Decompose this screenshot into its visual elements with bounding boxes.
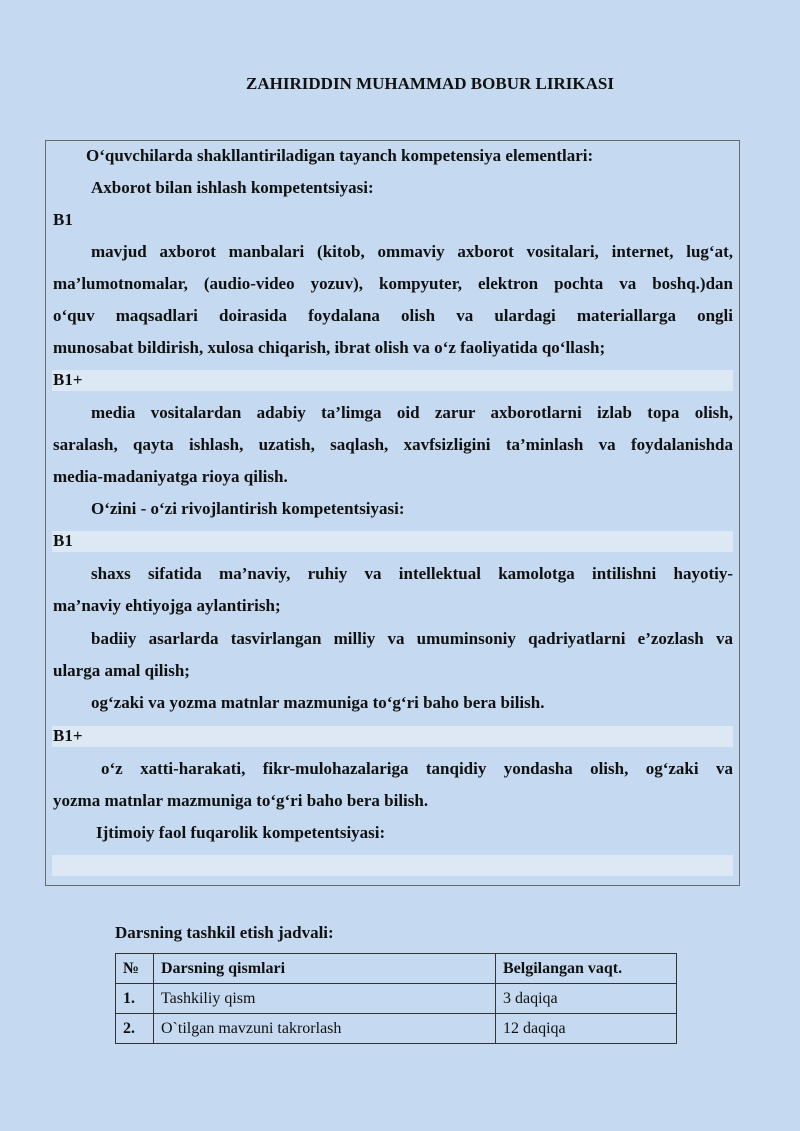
row-time: 12 daqiqa [496,1014,677,1044]
paragraph-line: saralash, qayta ishlash, uzatish, saqlash, xavfsizligini ta’minlash va foydalanishda [53,435,733,454]
section-heading: Axborot bilan ishlash kompetentsiyasi: [91,178,374,197]
row-time: 3 daqiqa [496,984,677,1014]
level-label: B1 [53,210,73,229]
paragraph-line: munosabat bildirish, xulosa chiqarish, ibrat olish va o‘z faoliyatida qo‘llash; [53,338,606,357]
paragraph-line: media-madaniyatga rioya qilish. [53,467,288,486]
row-number: 2. [116,1014,154,1044]
row-part: O`tilgan mavzuni takrorlash [154,1014,496,1044]
shaded-band [52,855,733,876]
table-row [116,984,677,1014]
section-heading: O‘zini - o‘zi rivojlantirish kompetentsiyasi: [91,499,405,518]
level-label: B1+ [53,726,83,745]
header-time: Belgilangan vaqt. [496,954,677,984]
level-label: B1+ [53,370,83,389]
paragraph-line: ularga amal qilish; [53,661,190,680]
paragraph-line: badiiy asarlarda tasvirlangan milliy va umuminsoniy qadriyatlarni e’zozlash va [91,629,733,648]
paragraph-line: mavjud axborot manbalari (kitob, ommaviy axborot vositalari, internet, lug‘at, [91,242,733,261]
paragraph-line: og‘zaki va yozma matnlar mazmuniga to‘g‘ri baho bera bilish. [91,693,545,712]
table-row [116,1014,677,1044]
page-title: ZAHIRIDDIN MUHAMMAD BOBUR LIRIKASI [246,74,614,93]
paragraph-line: ma’naviy ehtiyojga aylantirish; [53,596,281,615]
paragraph-line: yozma matnlar mazmuniga to‘g‘ri baho bera bilish. [53,791,429,810]
paragraph-line: ma’lumotnomalar, (audio-video yozuv), kompyuter, elektron pochta va boshq.)dan [53,274,733,293]
row-part: Tashkiliy qism [154,984,496,1014]
table-caption: Darsning tashkil etish jadvali: [115,923,334,942]
paragraph-line: o‘z xatti-harakati, fikr-mulohazalariga tanqidiy yondasha olish, og‘zaki va [101,759,733,778]
row-number: 1. [116,984,154,1014]
lesson-schedule-table [115,953,677,1044]
table-header-row [116,954,677,984]
header-parts: Darsning qismlari [154,954,496,984]
section-heading: Ijtimoiy faol fuqarolik kompetentsiyasi: [96,823,386,842]
competency-heading: O‘quvchilarda shakllantiriladigan tayanch kompetensiya elementlari: [86,146,594,165]
level-label: B1 [53,531,73,550]
paragraph-line: media vositalardan adabiy ta’limga oid zarur axborotlarni izlab topa olish, [91,403,733,422]
header-number: № [116,954,154,984]
paragraph-line: shaxs sifatida ma’naviy, ruhiy va intellektual kamolotga intilishni hayotiy- [91,564,733,583]
paragraph-line: o‘quv maqsadlari doirasida foydalana olish va ulardagi materiallarga ongli [53,306,733,325]
